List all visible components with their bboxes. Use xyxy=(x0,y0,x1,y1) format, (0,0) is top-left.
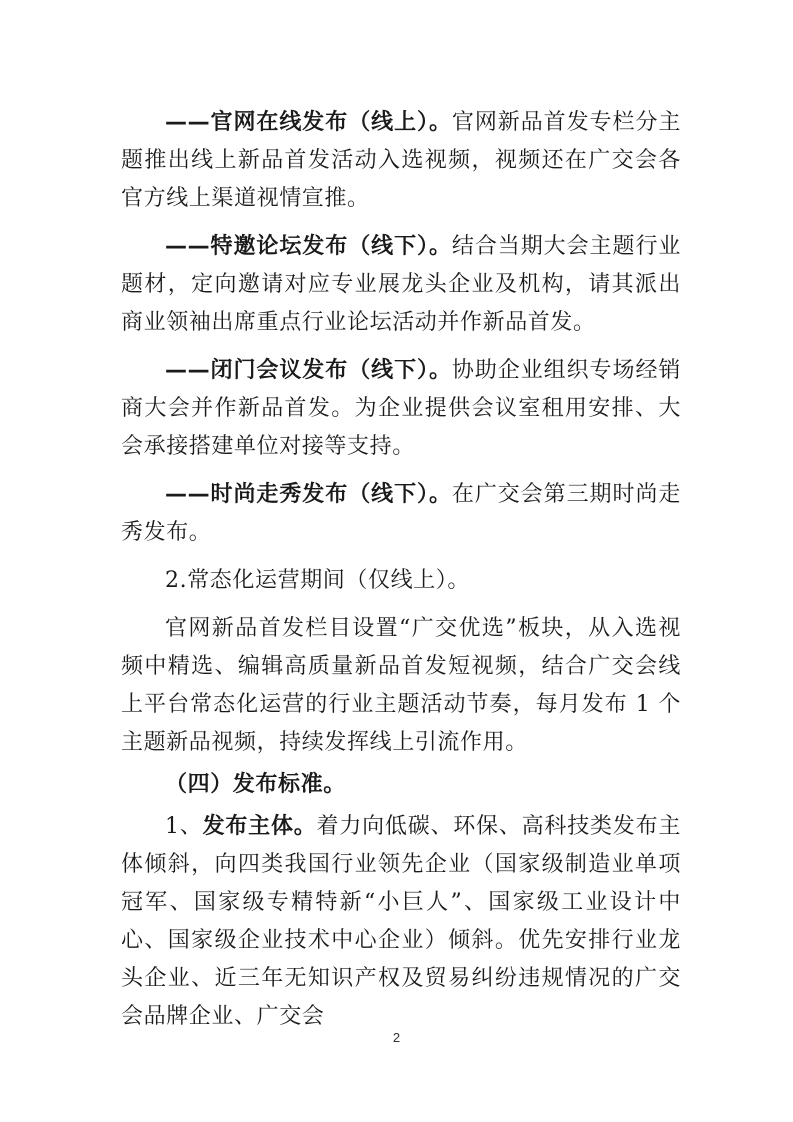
paragraph-heading: ——时尚走秀发布（线下）。 xyxy=(165,482,452,507)
paragraph-text: 在广交会第三期时尚走秀发布。 xyxy=(121,482,681,545)
paragraph-heading: ——官网在线发布（线上）。 xyxy=(165,110,452,135)
list-number: 1、 xyxy=(165,814,203,839)
paragraph-closed-meeting-release xyxy=(121,352,681,466)
paragraph-text: 协助企业组织专场经销商大会并作新品首发。为企业提供会议室租用安排、大会承接搭建单位对接等支持。 xyxy=(121,358,681,459)
paragraph-heading: ——特邀论坛发布（线下）。 xyxy=(165,234,452,259)
paragraph-text: 2.常态化运营期间（仅线上）。 xyxy=(165,568,470,593)
paragraph-normalized-operation xyxy=(121,562,681,600)
section-heading: （四）发布标准。 xyxy=(165,772,346,797)
paragraph-text: 官网新品首发栏目设置“广交优选”板块，从入选视频中精选、编辑高质量新品首发短视频，结合广交会线上平台常态化运营的行业主题活动节奏，每月发布 1 个主题新品视频，持续发挥线上引流作用。 xyxy=(121,616,681,755)
paragraph-forum-release xyxy=(121,228,681,342)
paragraph-text: 结合当期大会主题行业题材，定向邀请对应专业展龙头企业及机构，请其派出商业领袖出席重点行业论坛活动并作新品首发。 xyxy=(121,234,681,335)
document-body xyxy=(121,104,681,1046)
section-heading-release-standards xyxy=(121,766,681,804)
page-number: 2 xyxy=(392,1030,401,1045)
paragraph-text: 官网新品首发专栏分主题推出线上新品首发活动入选视频，视频还在广交会各官方线上渠道视情宣推。 xyxy=(121,110,681,211)
paragraph-release-subject xyxy=(121,808,681,1036)
paragraph-online-release xyxy=(121,104,681,218)
paragraph-heading: ——闭门会议发布（线下）。 xyxy=(165,358,452,383)
paragraph-text: 着力向低碳、环保、高科技类发布主体倾斜，向四类我国行业领先企业（国家级制造业单项冠军、国家级专精特新“小巨人”、国家级工业设计中心、国家级企业技术中心企业）倾斜。优先安排行业龙头企业、近三年无知识产权及贸易纠纷违规情况的广交会品牌企业、广交会 xyxy=(121,814,681,1029)
paragraph-guangjiao-selection xyxy=(121,610,681,762)
paragraph-fashion-show-release xyxy=(121,476,681,552)
paragraph-heading: 发布主体。 xyxy=(202,814,317,839)
